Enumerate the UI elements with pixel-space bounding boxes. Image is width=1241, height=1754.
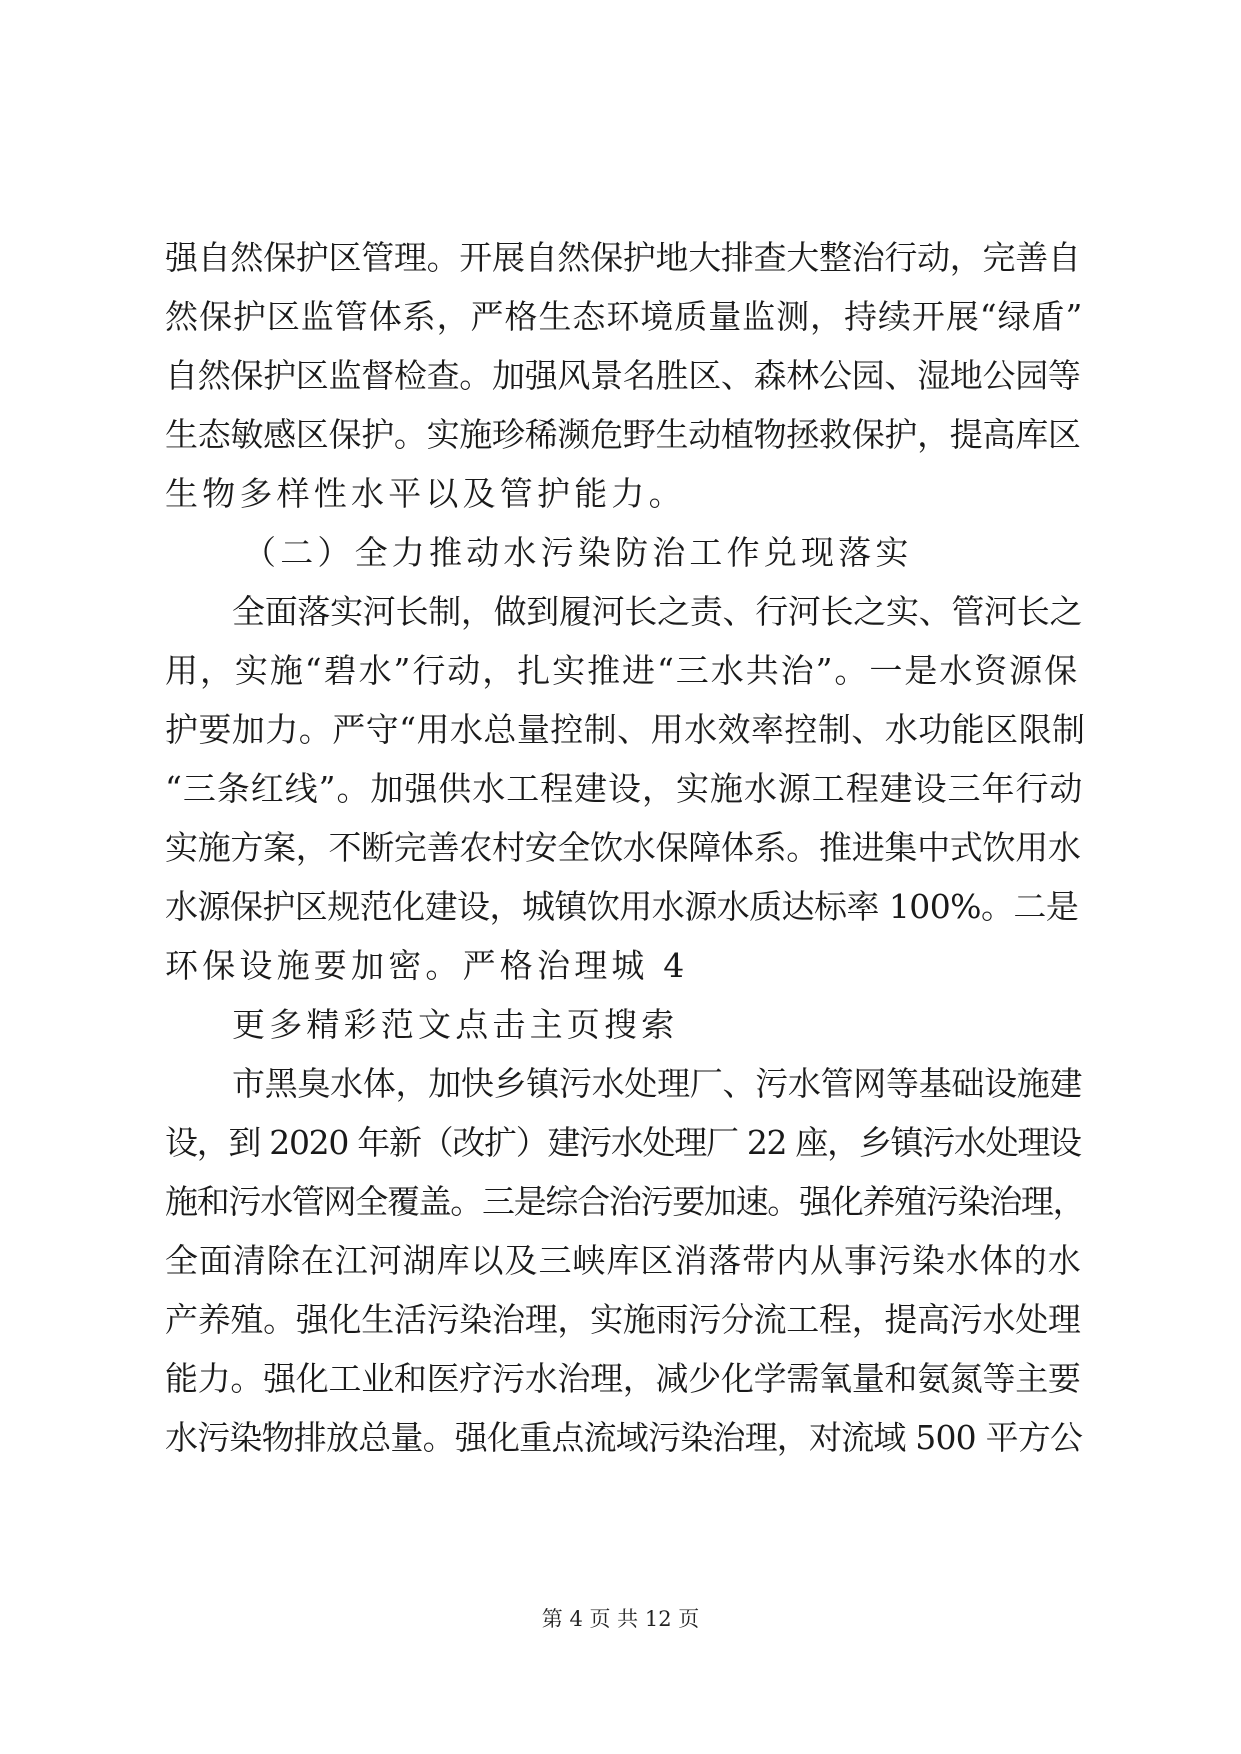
text-line: 自然保护区监督检查。加强风景名胜区、森林公园、湿地公园等 xyxy=(165,356,1081,395)
text-line: 护要加力。严守“用水总量控制、用水效率控制、水功能区限制 xyxy=(165,710,1086,749)
text-line: 用，实施“碧水”行动，扎实推进“三水共治”。一是水资源保 xyxy=(165,651,1080,690)
text-line: 实施方案，不断完善农村安全饮水保障体系。推进集中式饮用水 xyxy=(165,828,1081,867)
text-line: 生物多样性水平以及管护能力。 xyxy=(165,474,686,513)
text-line: 设，到 2020 年新（改扩）建污水处理厂 22 座，乡镇污水处理设 xyxy=(165,1123,1081,1162)
text-line: 全面清除在江河湖库以及三峡库区消落带内从事污染水体的水 xyxy=(165,1241,1082,1280)
text-line: 水源保护区规范化建设，城镇饮用水源水质达标率 100%。二是 xyxy=(165,887,1079,926)
text-line: 水污染物排放总量。强化重点流域污染治理，对流域 500 平方公 xyxy=(165,1418,1083,1457)
text-line: 全面落实河长制，做到履河长之责、行河长之实、管河长之 xyxy=(232,592,1083,631)
text-line: 施和污水管网全覆盖。三是综合治污要加速。强化养殖污染治理， xyxy=(165,1182,1085,1221)
page-number-footer: 第 4 页 共 12 页 xyxy=(541,1607,700,1631)
document-body xyxy=(165,228,1085,1467)
text-line: 市黑臭水体，加快乡镇污水处理厂、污水管网等基础设施建 xyxy=(232,1064,1083,1103)
text-line: 产养殖。强化生活污染治理，实施雨污分流工程，提高污水处理 xyxy=(165,1300,1081,1339)
text-line: “三条红线”。加强供水工程建设，实施水源工程建设三年行动 xyxy=(165,769,1084,808)
text-line: 然保护区监管体系，严格生态环境质量监测，持续开展“绿盾” xyxy=(165,297,1084,336)
text-line: 强自然保护区管理。开展自然保护地大排查大整治行动，完善自 xyxy=(165,238,1081,277)
promo-text: 更多精彩范文点击主页搜索 xyxy=(232,1005,679,1044)
section-heading: （二）全力推动水污染防治工作兑现落实 xyxy=(243,533,913,572)
text-line: 生态敏感区保护。实施珍稀濒危野生动植物拯救保护，提高库区 xyxy=(165,415,1081,454)
text-line: 环保设施要加密。严格治理城 4 xyxy=(165,946,689,985)
text-line: 能力。强化工业和医疗污水治理，减少化学需氧量和氨氮等主要 xyxy=(165,1359,1081,1398)
